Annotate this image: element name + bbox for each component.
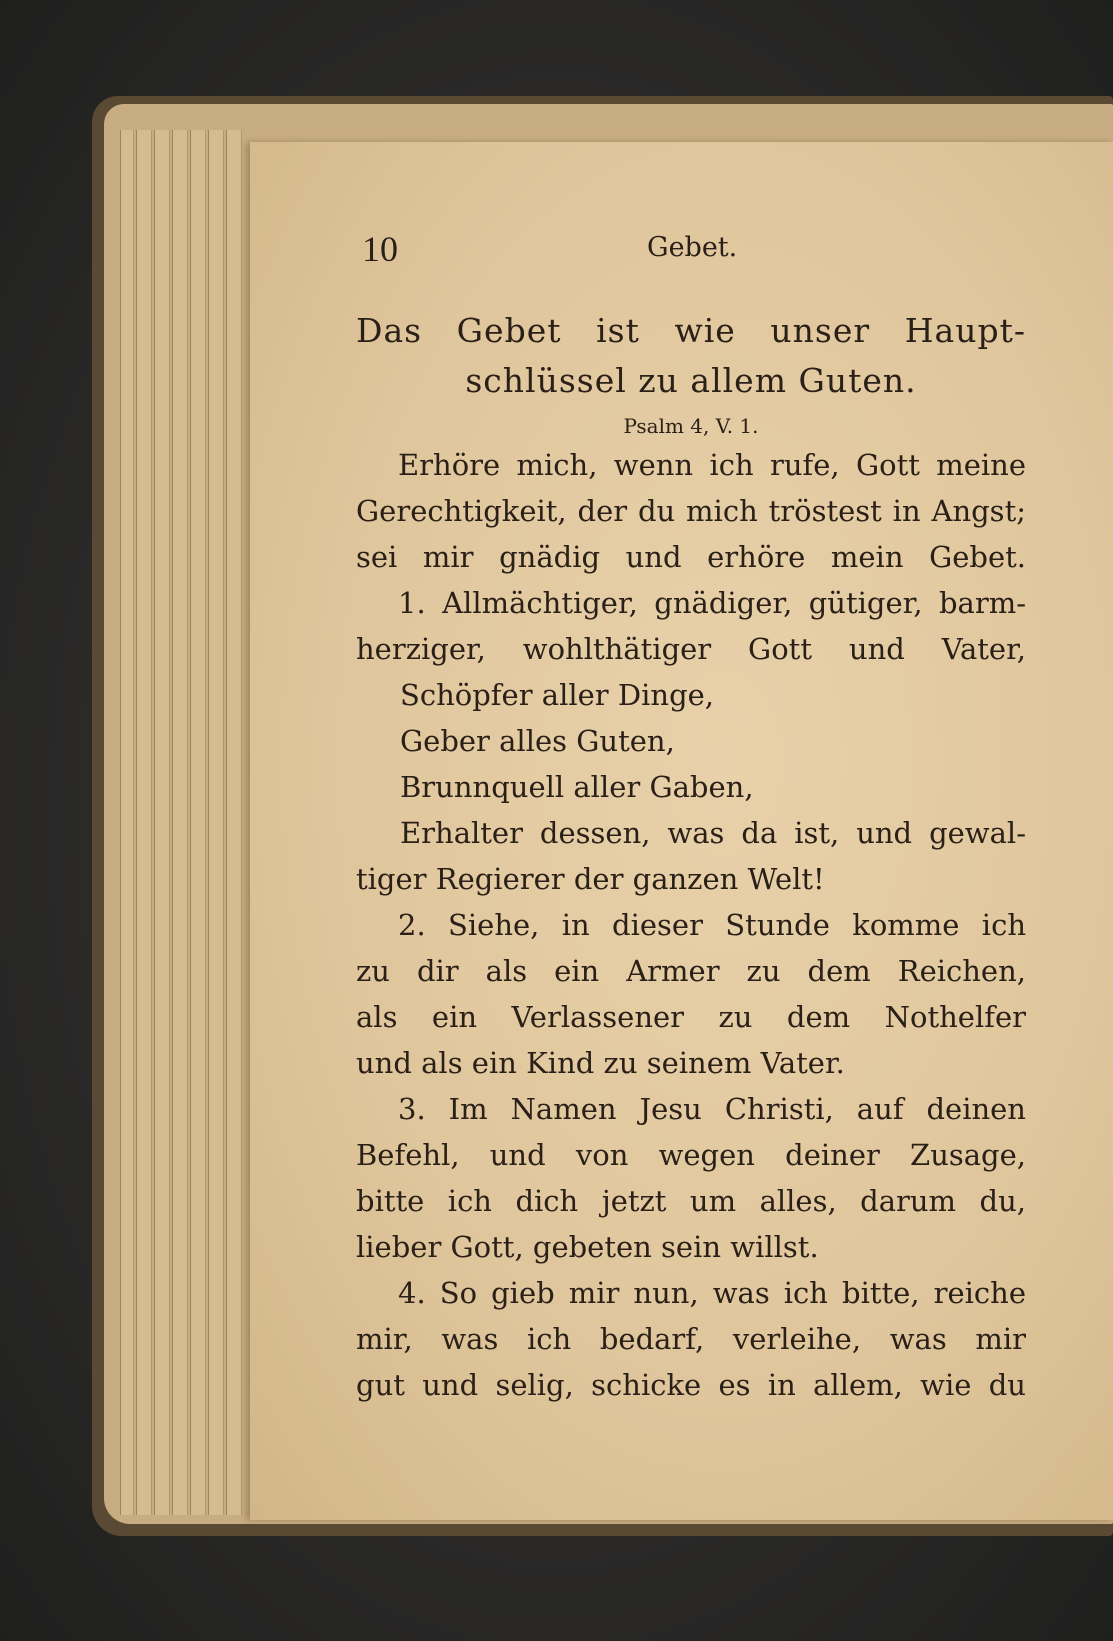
- page-edge-leaf: [190, 130, 206, 1515]
- text-line: bitte ich dich jetzt um alles, darum du,: [356, 1184, 1026, 1218]
- text-line: 2. Siehe, in dieser Stunde komme ich: [398, 908, 1026, 942]
- page-header: [362, 228, 1062, 278]
- text-line: mir, was ich bedarf, verleihe, was mir: [356, 1322, 1026, 1356]
- text-line: herziger, wohlthätiger Gott und Vater,: [356, 632, 1026, 666]
- text-line: Brunnquell aller Gaben,: [400, 770, 754, 804]
- section-heading-line-2: schlüssel zu allem Guten.: [465, 361, 917, 400]
- page-edge-leaf: [226, 130, 242, 1515]
- section-heading-line-1: Das Gebet ist wie unser Haupt-: [356, 311, 1026, 350]
- text-line: tiger Regierer der ganzen Welt!: [356, 862, 825, 896]
- text-line: und als ein Kind zu seinem Vater.: [356, 1046, 845, 1080]
- text-line: Befehl, und von wegen deiner Zusage,: [356, 1138, 1026, 1172]
- text-line: 3. Im Namen Jesu Christi, auf deinen: [398, 1092, 1026, 1126]
- text-line: Schöpfer aller Dinge,: [400, 678, 715, 712]
- text-line: 1. Allmächtiger, gnädiger, gütiger, barm-: [398, 586, 1026, 620]
- page-edge-leaf: [136, 130, 152, 1515]
- page-text: [356, 306, 1026, 1408]
- text-line: zu dir als ein Armer zu dem Reichen,: [356, 954, 1026, 988]
- page-edge-leaf: [154, 130, 170, 1515]
- text-line: 4. So gieb mir nun, was ich bitte, reiche: [398, 1276, 1026, 1310]
- text-line: gut und selig, schicke es in allem, wie du: [356, 1368, 1026, 1402]
- page-edge-leaf: [208, 130, 224, 1515]
- running-title: Gebet.: [647, 232, 738, 263]
- page-edge-leaf: [120, 130, 134, 1515]
- page-number: 10: [362, 229, 398, 269]
- scripture-reference: Psalm 4, V. 1.: [623, 414, 759, 438]
- text-line: als ein Verlassener zu dem Nothelfer: [356, 1000, 1026, 1034]
- text-line: Erhöre mich, wenn ich rufe, Gott meine: [398, 448, 1026, 482]
- text-line: Geber alles Guten,: [400, 724, 675, 758]
- text-line: sei mir gnädig und erhöre mein Gebet.: [356, 540, 1026, 574]
- page-edge-leaf: [172, 130, 188, 1515]
- text-line: Erhalter dessen, was da ist, und gewal-: [400, 816, 1026, 850]
- text-line: lieber Gott, gebeten sein willst.: [356, 1230, 819, 1264]
- text-line: Gerechtigkeit, der du mich tröstest in Angst;: [356, 494, 1026, 528]
